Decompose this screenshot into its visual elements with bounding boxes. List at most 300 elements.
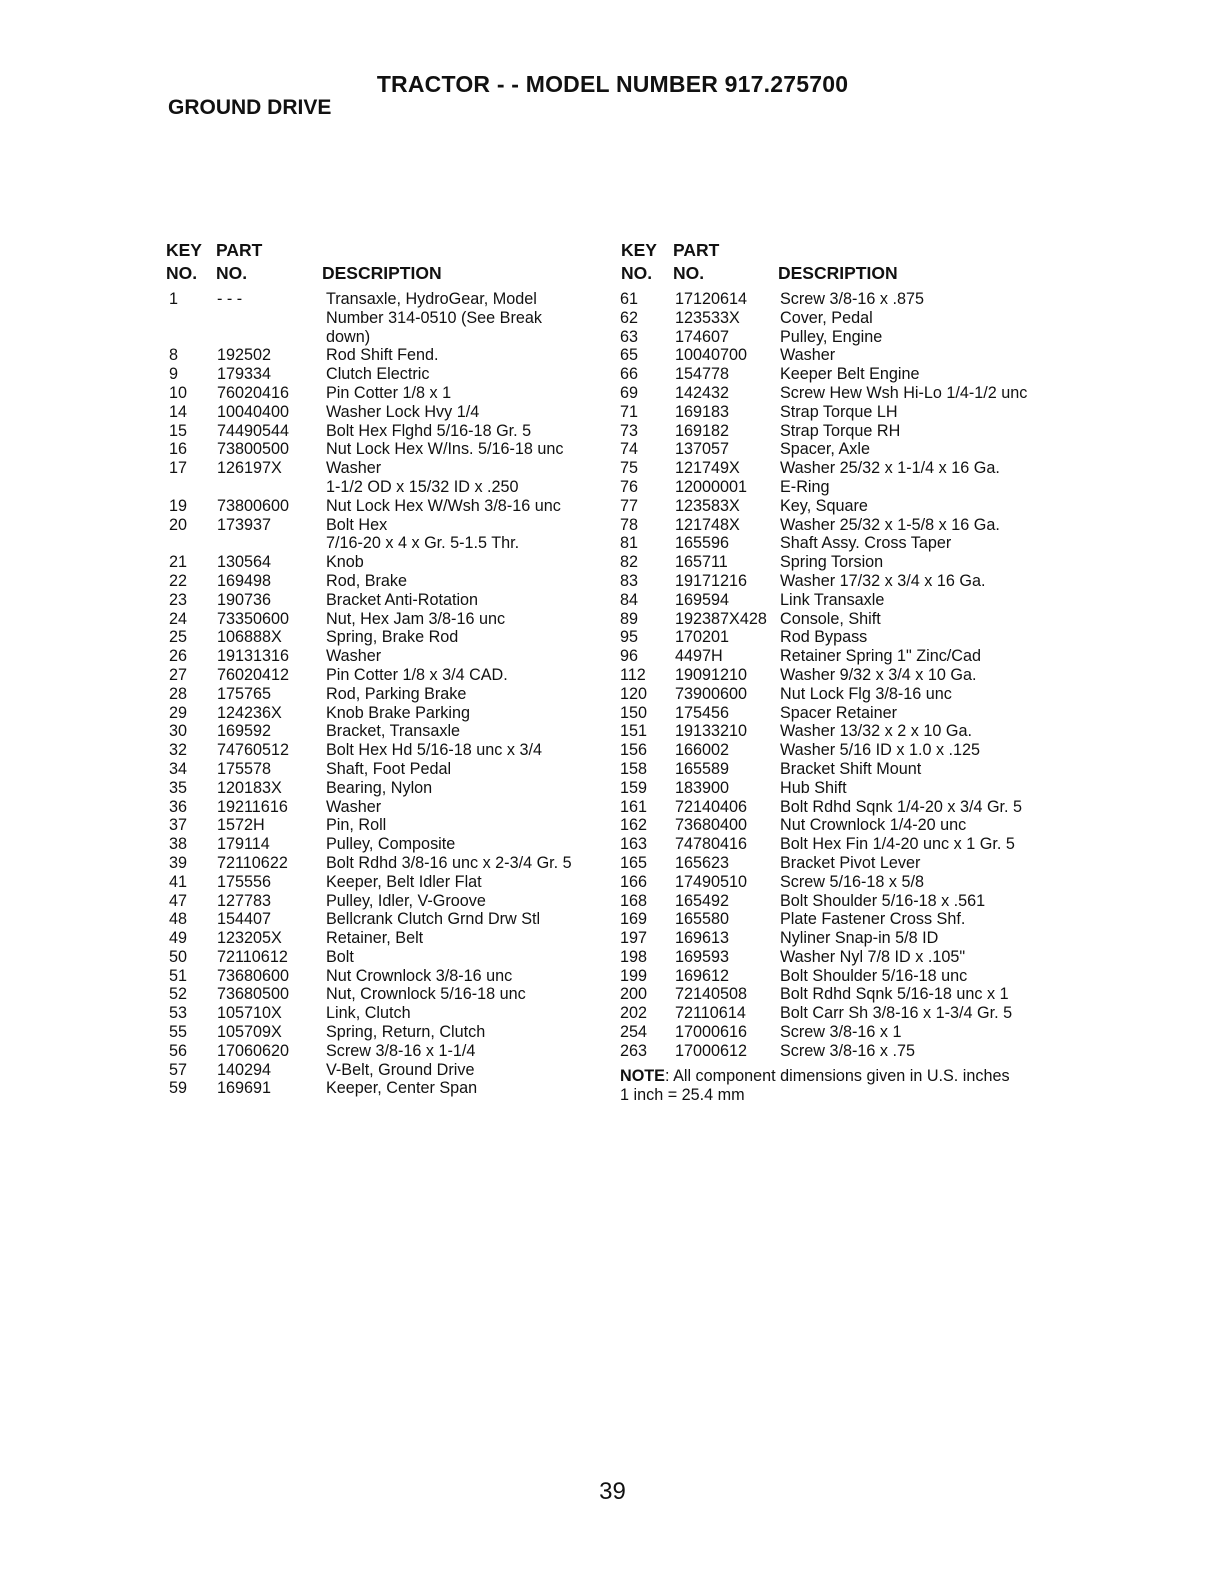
part-no: 120183X xyxy=(217,778,282,797)
part-no: 126197X xyxy=(217,459,282,478)
table-row xyxy=(620,459,1080,478)
table-row xyxy=(620,610,1080,629)
part-no: 19133210 xyxy=(675,722,748,741)
part-no: 169691 xyxy=(217,1079,272,1098)
description: Pulley, Idler, V-Groove xyxy=(326,891,486,910)
table-row xyxy=(169,309,609,328)
key-no: 71 xyxy=(620,402,639,421)
table-row xyxy=(169,497,609,516)
key-no: 61 xyxy=(620,290,639,308)
key-no: 28 xyxy=(169,684,188,703)
table-body xyxy=(620,290,1080,1061)
part-no: 73900600 xyxy=(675,684,748,703)
table-row xyxy=(620,628,1080,647)
table-row xyxy=(169,647,609,666)
description: Pulley, Composite xyxy=(326,835,456,854)
description: Washer xyxy=(326,797,382,816)
table-row xyxy=(169,1061,609,1080)
key-no: 120 xyxy=(620,684,648,703)
part-no: 72110612 xyxy=(217,947,288,966)
table-row xyxy=(169,892,609,911)
key-no: 59 xyxy=(169,1079,188,1098)
table-row xyxy=(620,741,1080,760)
table-row xyxy=(620,647,1080,666)
part-no: 165623 xyxy=(675,853,730,872)
key-no: 29 xyxy=(169,703,188,722)
table-row xyxy=(169,516,609,535)
part-no: 175556 xyxy=(217,872,272,891)
page-title: TRACTOR - - MODEL NUMBER 917.275700 xyxy=(376,71,849,97)
table-row xyxy=(620,666,1080,685)
description: Bolt Rdhd Sqnk 5/16-18 unc x 1 xyxy=(780,985,1009,1004)
table-row xyxy=(620,760,1080,779)
part-no: 169182 xyxy=(675,421,730,440)
key-no: 25 xyxy=(169,628,188,647)
description: Washer xyxy=(326,647,382,666)
description: Bolt Hex xyxy=(326,515,388,534)
description: Knob xyxy=(326,553,364,572)
part-no: 74490544 xyxy=(217,421,290,440)
note-conversion: 1 inch = 25.4 mm xyxy=(620,1085,745,1104)
note-label: NOTE xyxy=(620,1066,665,1085)
part-no: 165580 xyxy=(675,910,730,929)
part-no: 183900 xyxy=(675,778,730,797)
description: Nut Lock Hex W/Ins. 5/16-18 unc xyxy=(326,440,564,459)
key-no: 69 xyxy=(620,383,639,402)
key-no: 55 xyxy=(169,1023,188,1042)
part-no: 137057 xyxy=(675,440,730,459)
description: Rod, Parking Brake xyxy=(326,684,467,703)
description: Bolt Rdhd Sqnk 1/4-20 x 3/4 Gr. 5 xyxy=(780,797,1023,816)
description: Bolt xyxy=(326,947,354,966)
table-row xyxy=(169,384,609,403)
description: Cover, Pedal xyxy=(780,308,873,327)
table-row xyxy=(620,384,1080,403)
note xyxy=(620,1067,1080,1105)
description: Screw 3/8-16 x .875 xyxy=(780,290,924,308)
description: Nut, Hex Jam 3/8-16 unc xyxy=(326,609,506,628)
key-no: 34 xyxy=(169,759,188,778)
part-no: 169593 xyxy=(675,947,730,966)
description: Spring, Brake Rod xyxy=(326,628,459,647)
part-no: 192387X428 xyxy=(675,609,767,628)
table-row xyxy=(169,666,609,685)
table-row xyxy=(169,854,609,873)
key-no: 17 xyxy=(169,459,188,478)
part-no: 76020416 xyxy=(217,383,290,402)
description: Spacer Retainer xyxy=(780,703,897,722)
description: Rod, Brake xyxy=(326,571,407,590)
key-no: 151 xyxy=(620,722,648,741)
key-no: 10 xyxy=(169,383,188,402)
key-no: 202 xyxy=(620,1004,648,1023)
key-no: 22 xyxy=(169,571,188,590)
description: V-Belt, Ground Drive xyxy=(326,1060,475,1079)
key-no: 57 xyxy=(169,1060,188,1079)
description: Bolt Shoulder 5/16-18 x .561 xyxy=(780,891,986,910)
key-no: 51 xyxy=(169,966,188,985)
table-row xyxy=(169,760,609,779)
description: Knob Brake Parking xyxy=(326,703,470,722)
part-no: 19131316 xyxy=(217,647,290,666)
key-no: 73 xyxy=(620,421,639,440)
description: Key, Square xyxy=(780,496,868,515)
key-no: 197 xyxy=(620,929,648,948)
key-no: 32 xyxy=(169,741,188,760)
description: Bolt Hex Hd 5/16-18 unc x 3/4 xyxy=(326,741,542,760)
parts-table-right xyxy=(620,237,1080,1105)
description: Nut Crownlock 3/8-16 unc xyxy=(326,966,513,985)
part-no: 17120614 xyxy=(675,290,748,308)
description: Washer Nyl 7/8 ID x .105" xyxy=(780,947,966,966)
table-row xyxy=(169,835,609,854)
part-no: 192502 xyxy=(217,346,272,365)
part-no: 169613 xyxy=(675,929,730,948)
key-no: 168 xyxy=(620,891,648,910)
note-text: : All component dimensions given in U.S. inches xyxy=(664,1066,1010,1085)
header-key-no: NO. xyxy=(166,263,198,283)
part-no: 17000616 xyxy=(675,1023,748,1042)
table-row xyxy=(169,816,609,835)
part-no: 72110622 xyxy=(217,853,288,872)
part-no: 165589 xyxy=(675,759,730,778)
part-no: 140294 xyxy=(217,1060,272,1079)
key-no: 75 xyxy=(620,459,639,478)
page-number: 39 xyxy=(599,1478,626,1505)
key-no: 200 xyxy=(620,985,648,1004)
table-row xyxy=(169,985,609,1004)
table-row xyxy=(620,572,1080,591)
part-no: 179334 xyxy=(217,365,272,384)
table-row xyxy=(620,346,1080,365)
table-row xyxy=(169,534,609,553)
description: Pin Cotter 1/8 x 1 xyxy=(326,383,452,402)
part-no: 10040700 xyxy=(675,346,748,365)
table-row xyxy=(620,365,1080,384)
description: Shaft, Foot Pedal xyxy=(326,759,452,778)
key-no: 16 xyxy=(169,440,188,459)
part-no: 74760512 xyxy=(217,741,290,760)
table-row xyxy=(169,685,609,704)
description: Bracket, Transaxle xyxy=(326,722,461,741)
table-row xyxy=(620,422,1080,441)
description: Keeper, Belt Idler Flat xyxy=(326,872,482,891)
key-no: 81 xyxy=(620,534,639,553)
key-no: 49 xyxy=(169,929,188,948)
description: Rod Shift Fend. xyxy=(326,346,439,365)
part-no: 169592 xyxy=(217,722,272,741)
part-no: 179114 xyxy=(217,835,270,854)
header-part: PART xyxy=(216,240,263,260)
table-row xyxy=(169,910,609,929)
description: Washer 25/32 x 1-1/4 x 16 Ga. xyxy=(780,459,1000,478)
key-no: 159 xyxy=(620,778,648,797)
part-no: 19171216 xyxy=(675,571,748,590)
key-no: 95 xyxy=(620,628,639,647)
part-no: 165711 xyxy=(675,553,728,572)
description: Pin Cotter 1/8 x 3/4 CAD. xyxy=(326,665,508,684)
table-row xyxy=(169,365,609,384)
part-no: 106888X xyxy=(217,628,282,647)
table-header xyxy=(166,237,609,290)
table-row xyxy=(620,1023,1080,1042)
key-no: 20 xyxy=(169,515,188,534)
key-no: 112 xyxy=(620,665,646,684)
table-row xyxy=(169,948,609,967)
table-row xyxy=(620,534,1080,553)
part-no: 175578 xyxy=(217,759,272,778)
description: Washer xyxy=(326,459,382,478)
table-row xyxy=(169,1004,609,1023)
part-no: 175456 xyxy=(675,703,730,722)
part-no: 142432 xyxy=(675,383,730,402)
key-no: 84 xyxy=(620,590,639,609)
description: Spacer, Axle xyxy=(780,440,870,459)
key-no: 62 xyxy=(620,308,639,327)
part-no: 4497H xyxy=(675,647,723,666)
description: Link Transaxle xyxy=(780,590,885,609)
key-no: 52 xyxy=(169,985,188,1004)
part-no: 105710X xyxy=(217,1004,282,1023)
part-no: 73680500 xyxy=(217,985,290,1004)
part-no: 154407 xyxy=(217,910,272,929)
description: down) xyxy=(326,327,371,346)
table-row xyxy=(169,290,609,309)
description: Washer 9/32 x 3/4 x 10 Ga. xyxy=(780,665,977,684)
description: Spring, Return, Clutch xyxy=(326,1023,486,1042)
part-no: 72140406 xyxy=(675,797,748,816)
key-no: 39 xyxy=(169,853,188,872)
part-no: 127783 xyxy=(217,891,272,910)
description: Hub Shift xyxy=(780,778,847,797)
part-no: 73800600 xyxy=(217,496,290,515)
header-key-no: NO. xyxy=(621,263,653,283)
part-no: 165596 xyxy=(675,534,730,553)
key-no: 166 xyxy=(620,872,648,891)
description: Screw 3/8-16 x .75 xyxy=(780,1041,915,1060)
key-no: 63 xyxy=(620,327,639,346)
table-row xyxy=(169,553,609,572)
header-description: DESCRIPTION xyxy=(778,263,898,283)
description: Retainer Spring 1" Zinc/Cad xyxy=(780,647,981,666)
part-no: 76020412 xyxy=(217,665,290,684)
table-row xyxy=(620,798,1080,817)
description: Plate Fastener Cross Shf. xyxy=(780,910,966,929)
key-no: 163 xyxy=(620,835,648,854)
description: Washer 13/32 x 2 x 10 Ga. xyxy=(780,722,972,741)
part-no: 173937 xyxy=(217,515,272,534)
part-no: 73680400 xyxy=(675,816,748,835)
key-no: 53 xyxy=(169,1004,188,1023)
part-no: 72140508 xyxy=(675,985,748,1004)
table-row xyxy=(169,1023,609,1042)
header-key: KEY xyxy=(166,240,202,260)
key-no: 66 xyxy=(620,365,639,384)
table-row xyxy=(169,422,609,441)
table-row xyxy=(620,478,1080,497)
table-row xyxy=(169,628,609,647)
key-no: 162 xyxy=(620,816,648,835)
table-row xyxy=(620,403,1080,422)
table-row xyxy=(169,722,609,741)
description: Clutch Electric xyxy=(326,365,430,384)
table-row xyxy=(169,478,609,497)
description: Console, Shift xyxy=(780,609,881,628)
key-no: 35 xyxy=(169,778,188,797)
part-no: 169594 xyxy=(675,590,730,609)
key-no: 19 xyxy=(169,496,188,515)
table-row xyxy=(620,835,1080,854)
table-row xyxy=(620,1004,1080,1023)
key-no: 56 xyxy=(169,1041,188,1060)
part-no: 73800500 xyxy=(217,440,290,459)
description: Bracket Anti-Rotation xyxy=(326,590,479,609)
description: Nut Crownlock 1/4-20 unc xyxy=(780,816,967,835)
key-no: 83 xyxy=(620,571,639,590)
part-no: 1572H xyxy=(217,816,265,835)
key-no: 37 xyxy=(169,816,188,835)
description: Bolt Rdhd 3/8-16 unc x 2-3/4 Gr. 5 xyxy=(326,853,572,872)
table-row xyxy=(620,854,1080,873)
key-no: 47 xyxy=(169,891,188,910)
description: Pin, Roll xyxy=(326,816,387,835)
part-no: 169498 xyxy=(217,571,272,590)
table-row xyxy=(620,328,1080,347)
key-no: 82 xyxy=(620,553,639,572)
table-row xyxy=(169,873,609,892)
key-no: 14 xyxy=(169,402,188,421)
description: Bolt Hex Fin 1/4-20 unc x 1 Gr. 5 xyxy=(780,835,1015,854)
table-row xyxy=(620,722,1080,741)
table-row xyxy=(620,553,1080,572)
table-row xyxy=(620,290,1080,309)
part-no: 121749X xyxy=(675,459,740,478)
description: Number 314-0510 (See Break xyxy=(326,308,542,327)
key-no: 150 xyxy=(620,703,648,722)
table-row xyxy=(169,591,609,610)
description: Screw 3/8-16 x 1-1/4 xyxy=(326,1041,476,1060)
description: Nut Lock Hex W/Wsh 3/8-16 unc xyxy=(326,496,561,515)
table-row xyxy=(620,779,1080,798)
table-row xyxy=(169,610,609,629)
description: Shaft Assy. Cross Taper xyxy=(780,534,952,553)
table-row xyxy=(169,1079,609,1098)
header-part-no: NO. xyxy=(216,263,248,283)
key-no: 23 xyxy=(169,590,188,609)
key-no: 48 xyxy=(169,910,188,929)
key-no: 199 xyxy=(620,966,648,985)
key-no: 76 xyxy=(620,477,639,496)
description: Transaxle, HydroGear, Model xyxy=(326,290,537,308)
part-no: 12000001 xyxy=(675,477,748,496)
part-no: 17490510 xyxy=(675,872,748,891)
part-no: 190736 xyxy=(217,590,272,609)
key-no: 50 xyxy=(169,947,188,966)
part-no: 130564 xyxy=(217,553,272,572)
section-title: GROUND DRIVE xyxy=(168,96,332,119)
key-no: 74 xyxy=(620,440,639,459)
header-part: PART xyxy=(673,240,720,260)
part-no: 73680600 xyxy=(217,966,290,985)
table-row xyxy=(169,572,609,591)
part-no: 174607 xyxy=(675,327,730,346)
table-row xyxy=(620,497,1080,516)
key-no: 78 xyxy=(620,515,639,534)
table-row xyxy=(620,985,1080,1004)
description: Bracket Pivot Lever xyxy=(780,853,921,872)
table-row xyxy=(169,403,609,422)
description: Keeper, Center Span xyxy=(326,1079,478,1098)
description: Retainer, Belt xyxy=(326,929,424,948)
key-no: 30 xyxy=(169,722,188,741)
key-no: 21 xyxy=(169,553,188,572)
table-row xyxy=(169,440,609,459)
table-row xyxy=(169,798,609,817)
table-row xyxy=(620,704,1080,723)
key-no: 254 xyxy=(620,1023,648,1042)
description: Bolt Carr Sh 3/8-16 x 1-3/4 Gr. 5 xyxy=(780,1004,1013,1023)
table-row xyxy=(620,1042,1080,1061)
part-no: 10040400 xyxy=(217,402,290,421)
table-body xyxy=(169,290,609,1098)
part-no: 124236X xyxy=(217,703,282,722)
description: Screw 3/8-16 x 1 xyxy=(780,1023,902,1042)
table-row xyxy=(620,929,1080,948)
table-row xyxy=(169,1042,609,1061)
part-no: 123205X xyxy=(217,929,282,948)
part-no: 165492 xyxy=(675,891,730,910)
key-no: 158 xyxy=(620,759,648,778)
description: Nyliner Snap-in 5/8 ID xyxy=(780,929,939,948)
description: Strap Torque LH xyxy=(780,402,898,421)
part-no: 72110614 xyxy=(675,1004,746,1023)
table-row xyxy=(169,779,609,798)
description: Pulley, Engine xyxy=(780,327,883,346)
part-no: 19211616 xyxy=(217,797,288,816)
table-row xyxy=(169,346,609,365)
table-header xyxy=(620,237,1080,290)
part-no: 166002 xyxy=(675,741,730,760)
part-no: 123583X xyxy=(675,496,740,515)
key-no: 65 xyxy=(620,346,639,365)
table-row xyxy=(169,741,609,760)
key-no: 161 xyxy=(620,797,648,816)
part-no: 19091210 xyxy=(675,665,748,684)
part-no: - - - xyxy=(217,290,243,308)
table-row xyxy=(620,516,1080,535)
description: Bearing, Nylon xyxy=(326,778,433,797)
part-no: 73350600 xyxy=(217,609,290,628)
parts-table-left xyxy=(166,237,609,1098)
part-no: 105709X xyxy=(217,1023,282,1042)
table-row xyxy=(620,440,1080,459)
key-no: 263 xyxy=(620,1041,648,1060)
key-no: 27 xyxy=(169,665,188,684)
table-row xyxy=(620,910,1080,929)
table-row xyxy=(620,685,1080,704)
table-row xyxy=(620,967,1080,986)
key-no: 26 xyxy=(169,647,188,666)
table-row xyxy=(169,929,609,948)
key-no: 38 xyxy=(169,835,188,854)
description: Nut Lock Flg 3/8-16 unc xyxy=(780,684,952,703)
description: Washer Lock Hvy 1/4 xyxy=(326,402,480,421)
table-row xyxy=(620,948,1080,967)
key-no: 89 xyxy=(620,609,639,628)
header-key: KEY xyxy=(621,240,657,260)
key-no: 165 xyxy=(620,853,648,872)
key-no: 24 xyxy=(169,609,188,628)
